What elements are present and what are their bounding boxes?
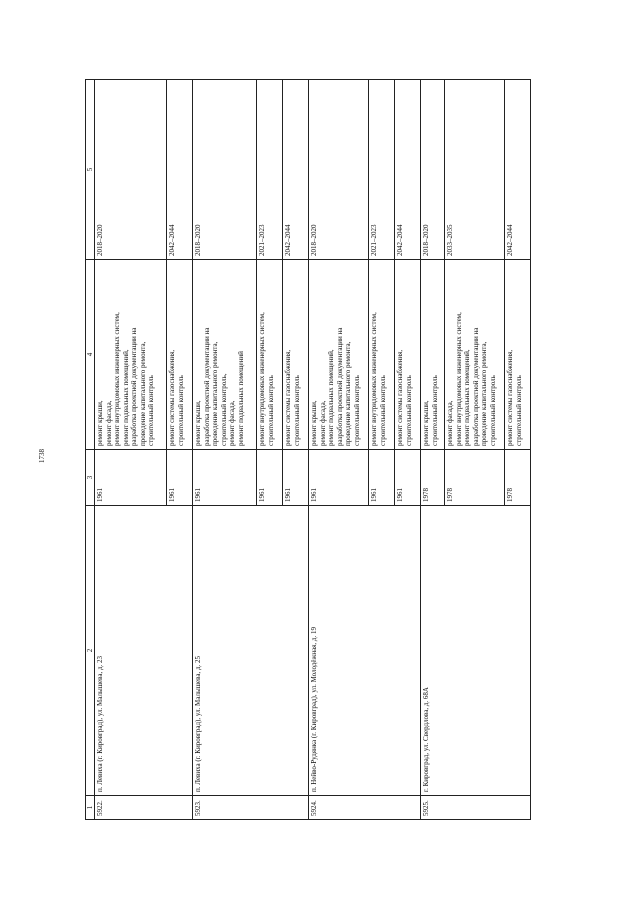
year-built-cell: 1961: [167, 450, 193, 506]
year-built-cell: 1961: [283, 450, 309, 506]
works-cell: [257, 260, 283, 450]
work-item: проведение капитального ремонта,: [138, 341, 147, 446]
work-item: ремонт внутридомовых инженерных систем,: [370, 312, 378, 446]
page-number: 1738: [38, 449, 46, 463]
work-item: строительный контроль: [404, 375, 413, 446]
work-item: проведение капитального ремонта,: [211, 341, 219, 446]
work-item: разработка проектной документации на: [130, 327, 138, 446]
works-cell: [421, 260, 445, 450]
table-row: [193, 80, 257, 820]
work-item: ремонт системы газоснабжения,: [506, 349, 514, 446]
work-item: ремонт крыши,: [310, 400, 318, 446]
work-item: ремонт внутридомовых инженерных систем,: [454, 312, 463, 446]
work-item: ремонт подвальных помещений,: [121, 349, 130, 446]
year-built-cell: 1978: [445, 450, 505, 506]
row-number-cell: 5922.: [95, 796, 193, 820]
year-built-cell: 1961: [193, 450, 257, 506]
work-item: ремонт подвальных помещений,: [327, 349, 335, 446]
work-item: строительный контроль: [266, 375, 275, 446]
work-item: проведение капитального ремонта,: [344, 341, 352, 446]
row-number-cell: 5923.: [193, 796, 309, 820]
period-cell: 2042–2044: [283, 80, 309, 260]
address-cell: г. Кировград, ул. Свердлова, д. 68А: [421, 506, 531, 796]
work-item: ремонт системы газоснабжения,: [396, 349, 404, 446]
work-item: разработка проектной документации на: [202, 327, 211, 446]
works-cell: [283, 260, 309, 450]
works-cell: [193, 260, 257, 450]
works-cell: [95, 260, 167, 450]
period-cell: 2021–2023: [369, 80, 395, 260]
address-cell: п. Нейво-Рудянка (г. Кировград), ул. Молодёжная, д. 19: [309, 506, 421, 796]
work-item: ремонт крыши,: [194, 400, 202, 446]
period-cell: 2042–2044: [395, 80, 421, 260]
works-cell: [369, 260, 395, 450]
address-cell: п. Левиха (г. Кировград), ул. Малышева, д. 23: [95, 506, 193, 796]
work-item: ремонт фасада,: [318, 400, 327, 446]
column-header: 3: [86, 450, 95, 506]
year-built-cell: 1961: [395, 450, 421, 506]
works-cell: [505, 260, 531, 450]
work-item: ремонт подвальных помещений: [236, 351, 245, 446]
row-number-cell: 5924.: [309, 796, 421, 820]
table-header-row: [86, 80, 95, 820]
table-body: [95, 80, 531, 820]
works-cell: [167, 260, 193, 450]
work-item: строительный контроль: [176, 375, 185, 446]
period-cell: 2033–2035: [445, 80, 505, 260]
year-built-cell: 1961: [257, 450, 283, 506]
work-item: ремонт внутридомовых инженерных систем,: [258, 312, 266, 446]
period-cell: 2042–2044: [505, 80, 531, 260]
period-cell: 2018–2020: [95, 80, 167, 260]
year-built-cell: 1961: [309, 450, 369, 506]
work-item: разработка проектной документации на: [471, 327, 480, 446]
work-item: проведение капитального ремонта,: [480, 341, 488, 446]
row-number-cell: 5925.: [421, 796, 531, 820]
work-item: ремонт системы газоснабжения,: [284, 349, 292, 446]
work-item: строительный контроль: [352, 375, 361, 446]
works-cell: [445, 260, 505, 450]
work-item: строительный контроль,: [219, 373, 228, 446]
works-cell: [309, 260, 369, 450]
column-header: 5: [86, 80, 95, 260]
works-cell: [395, 260, 421, 450]
year-built-cell: 1978: [421, 450, 445, 506]
work-item: строительный контроль: [488, 375, 497, 446]
work-item: ремонт фасада,: [228, 400, 236, 446]
work-item: ремонт крыши,: [96, 400, 104, 446]
work-item: разработка проектной документации на: [335, 327, 344, 446]
repair-schedule-table: [85, 79, 531, 820]
work-item: строительный контроль: [292, 375, 301, 446]
work-item: строительный контроль: [430, 375, 439, 446]
work-item: ремонт фасада,: [104, 400, 113, 446]
work-item: ремонт внутридомовых инженерных систем,: [113, 312, 121, 446]
work-item: ремонт подвальных помещений,: [463, 349, 471, 446]
period-cell: 2018–2020: [421, 80, 445, 260]
work-item: ремонт крыши,: [422, 400, 430, 446]
table-row: [95, 80, 167, 820]
year-built-cell: 1978: [505, 450, 531, 506]
work-item: ремонт фасада,: [446, 400, 454, 446]
period-cell: 2018–2020: [193, 80, 257, 260]
period-cell: 2018–2020: [309, 80, 369, 260]
column-header: 2: [86, 506, 95, 796]
period-cell: 2042–2044: [167, 80, 193, 260]
rotated-table-wrapper: [85, 80, 585, 820]
work-item: строительный контроль: [514, 375, 523, 446]
address-cell: п. Левиха (г. Кировград), ул. Малышева, д. 25: [193, 506, 309, 796]
work-item: ремонт системы газоснабжения,: [168, 349, 176, 446]
table-row: [309, 80, 369, 820]
period-cell: 2021–2023: [257, 80, 283, 260]
column-header: 1: [86, 796, 95, 820]
work-item: строительный контроль: [378, 375, 387, 446]
year-built-cell: 1961: [95, 450, 167, 506]
column-header: 4: [86, 260, 95, 450]
table-row: [421, 80, 445, 820]
year-built-cell: 1961: [369, 450, 395, 506]
work-item: строительный контроль: [147, 375, 155, 446]
